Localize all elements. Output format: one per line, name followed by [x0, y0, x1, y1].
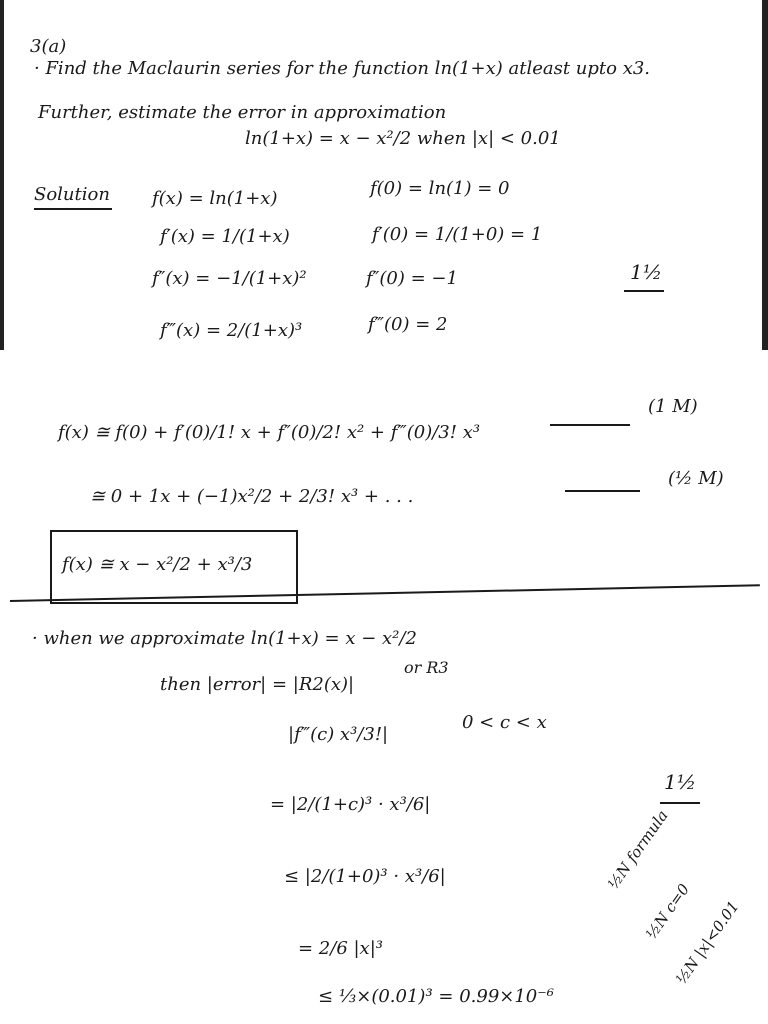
marks-derivatives-underline: [624, 290, 664, 292]
series-values-dash: [565, 490, 640, 492]
error-step-3: ≤ |2/(1+0)³ · x³/6|: [284, 866, 446, 887]
question-line-3: ln(1+x) = x − x²/2 when |x| < 0.01: [245, 128, 561, 149]
side-note-c0: ½N c=0: [642, 880, 694, 943]
error-step-5: ≤ ⅓×(0.01)³ = 0.99×10⁻⁶: [318, 986, 554, 1007]
error-step-1: |f‴(c) x³/3!|: [288, 724, 389, 745]
side-note-formula: ½N formula: [604, 806, 672, 893]
derivative-f: f(x) = ln(1+x): [152, 188, 278, 209]
marks-derivatives: 1½: [630, 260, 663, 284]
marks-error-underline: [660, 802, 700, 804]
value-f2-0: f″(0) = −1: [366, 268, 458, 289]
derivative-f1: f′(x) = 1/(1+x): [160, 226, 290, 247]
error-then: then |error| = |R2(x)|: [160, 674, 355, 695]
value-f0: f(0) = ln(1) = 0: [370, 178, 510, 199]
error-or-r3: or R3: [404, 658, 449, 677]
series-general: f(x) ≅ f(0) + f′(0)/1! x + f″(0)/2! x² + f‴(0)/3! x³: [58, 422, 481, 443]
error-step-4: = 2/6 |x|³: [298, 938, 383, 959]
series-general-dash: [550, 424, 630, 426]
scan-edge-left: [0, 0, 4, 350]
scan-edge-right: [762, 0, 768, 350]
question-line-2: Further, estimate the error in approximation: [38, 102, 447, 123]
derivative-f3: f‴(x) = 2/(1+x)³: [160, 320, 303, 341]
side-note-x-bound: ½N |x|<0.01: [672, 897, 743, 988]
series-values: ≅ 0 + 1x + (−1)x²/2 + 2/3! x³ + . . .: [90, 486, 414, 507]
value-f3-0: f‴(0) = 2: [368, 314, 448, 335]
solution-underline: [34, 208, 112, 210]
solution-label: Solution: [34, 184, 110, 205]
question-number: 3(a): [30, 36, 67, 57]
marks-series-general: (1 M): [648, 396, 698, 417]
boxed-result: f(x) ≅ x − x²/2 + x³/3: [62, 554, 253, 575]
question-line-1: · Find the Maclaurin series for the function ln(1+x) atleast upto x3.: [34, 58, 651, 79]
marks-series-values: (½ M): [668, 468, 724, 489]
value-f1-0: f′(0) = 1/(1+0) = 1: [372, 224, 543, 245]
error-intro: · when we approximate ln(1+x) = x − x²/2: [32, 628, 417, 649]
derivative-f2: f″(x) = −1/(1+x)²: [152, 268, 307, 289]
error-condition: 0 < c < x: [462, 712, 547, 733]
marks-error-step: 1½: [664, 770, 697, 794]
error-step-2: = |2/(1+c)³ · x³/6|: [270, 794, 431, 815]
